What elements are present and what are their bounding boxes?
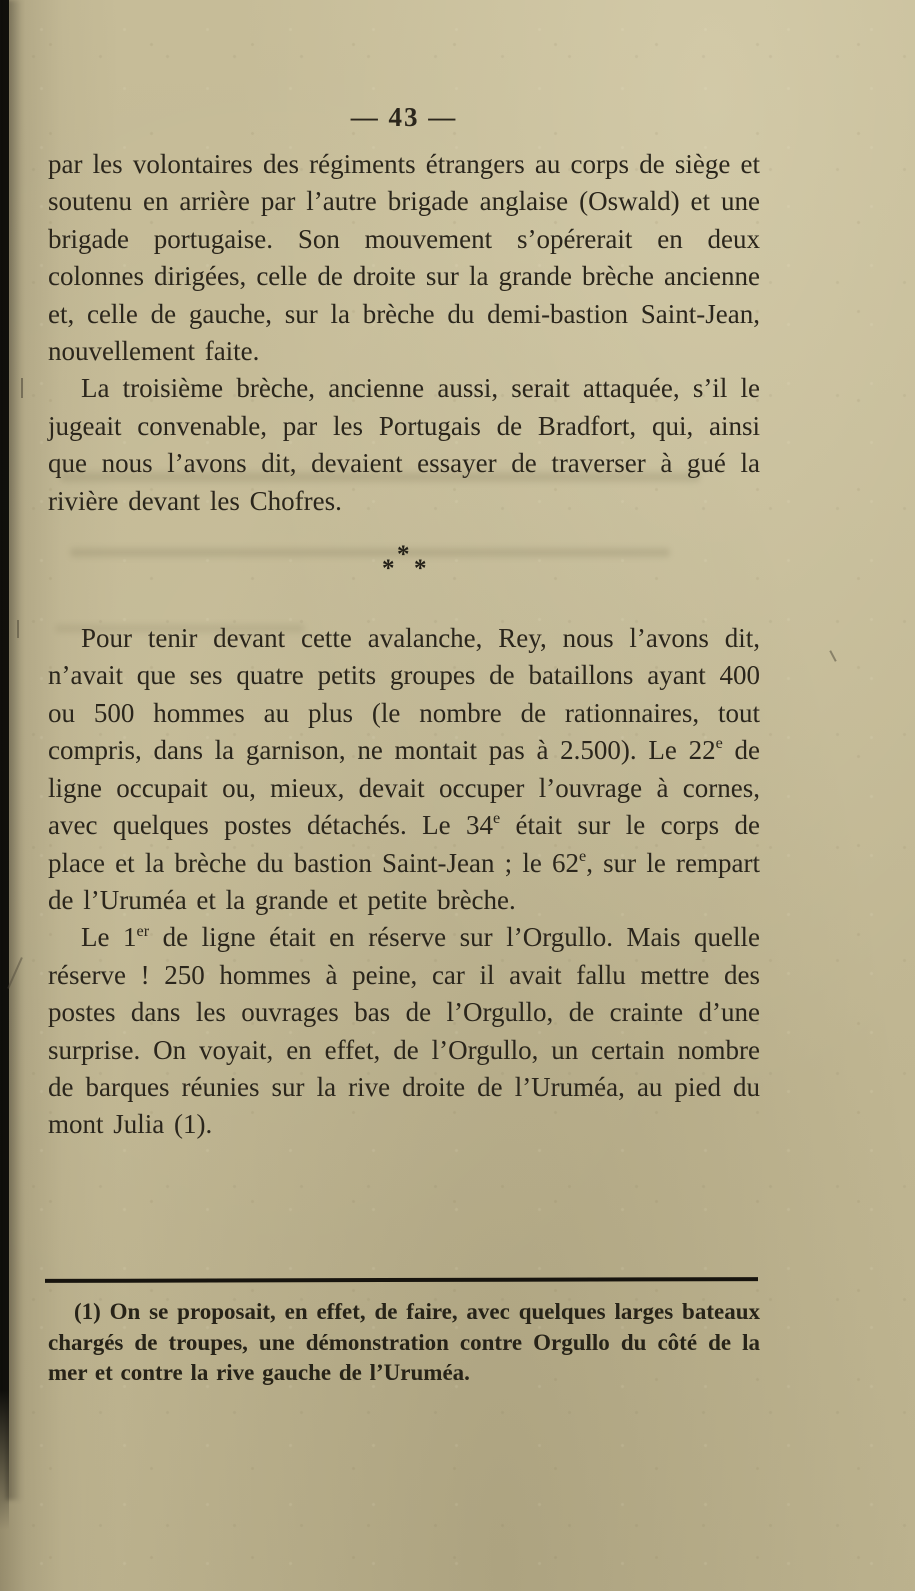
- footnote-text: (1) On se proposait, en effet, de faire, avec quelques larges bateaux chargés de troupes, une démonstration contre Orgullo du côté de la mer et contre la rive gauche de l’Uruméa.: [48, 1299, 760, 1385]
- book-binding-edge: [0, 0, 9, 1540]
- paragraph-group-before-separator: [48, 146, 760, 520]
- ordinal-superscript: e: [579, 846, 587, 865]
- page-number: — 43 —: [350, 102, 458, 132]
- margin-pencil-mark: [829, 650, 836, 662]
- footnote-rule: [45, 1277, 758, 1283]
- asterisk-icon: *: [414, 555, 427, 583]
- paragraph: [48, 620, 760, 919]
- margin-pencil-mark: [17, 620, 19, 638]
- paragraph: [48, 146, 760, 370]
- paragraph: [48, 919, 760, 1143]
- binding-shadow: [6, 0, 22, 1500]
- text-run: , sur le rempart de l’Uruméa et la grande et petite brèche.: [48, 847, 760, 915]
- text-run: La troisième brèche, ancienne aussi, serait attaquée, s’il le jugeait convenable, par les Portugais de Bradfort, qui, ainsi que nous l’avons dit, devaient essayer de traverser à gué la rivière devant les Chofres.: [48, 373, 760, 516]
- paragraph-group-after-separator: [48, 620, 760, 1144]
- asterisk-icon: *: [382, 555, 395, 583]
- text-run: de ligne occupait ou, mieux, devait occuper l’ouvrage à cornes, avec quelques postes détachés. Le 34: [48, 735, 760, 841]
- text-run: Pour tenir devant cette avalanche, Rey, nous l’avons dit, n’avait que ses quatre petits groupes de bataillons ayant 400 ou 500 hommes au plus (le nombre de rationnaires, tout compris, dans la garnison, ne montait pas à 2.500). Le 22: [48, 623, 760, 766]
- text-run: de ligne était en réserve sur l’Orgullo. Mais quelle réserve ! 250 hommes à peine, car il avait fallu mettre des postes dans les ouvrages bas de l’Orgullo, de crainte d’une surprise. On voyait, en effet, de l’Orgullo, un certain nombre de barques réunies sur la rive droite de l’Uruméa, au pied du mont Julia (1).: [48, 922, 760, 1140]
- asterisk-icon: *: [397, 541, 410, 569]
- text-run: par les volontaires des régiments étrangers au corps de siège et soutenu en arrière par l’autre brigade anglaise (Oswald) et une brigade portugaise. Son mouvement s’opérerait en deux colonnes dirigées, celle de droite sur la grande brèche ancienne et, celle de gauche, sur la brèche du demi-bastion Saint-Jean, nouvellement faite.: [48, 149, 760, 367]
- text-run: Le 1: [81, 922, 137, 953]
- body-text-block: [48, 146, 760, 1144]
- margin-pencil-mark: [21, 378, 23, 398]
- ordinal-superscript: e: [715, 734, 723, 753]
- asterism-separator: [48, 542, 760, 604]
- margin-pencil-mark: [7, 957, 23, 989]
- ordinal-superscript: e: [492, 809, 501, 828]
- text-column: [48, 0, 760, 1144]
- ordinal-superscript: er: [136, 921, 150, 940]
- text-run: était sur le corps de place et la brèche du bastion Saint-Jean ; le 62: [48, 810, 760, 878]
- paragraph: [48, 370, 760, 520]
